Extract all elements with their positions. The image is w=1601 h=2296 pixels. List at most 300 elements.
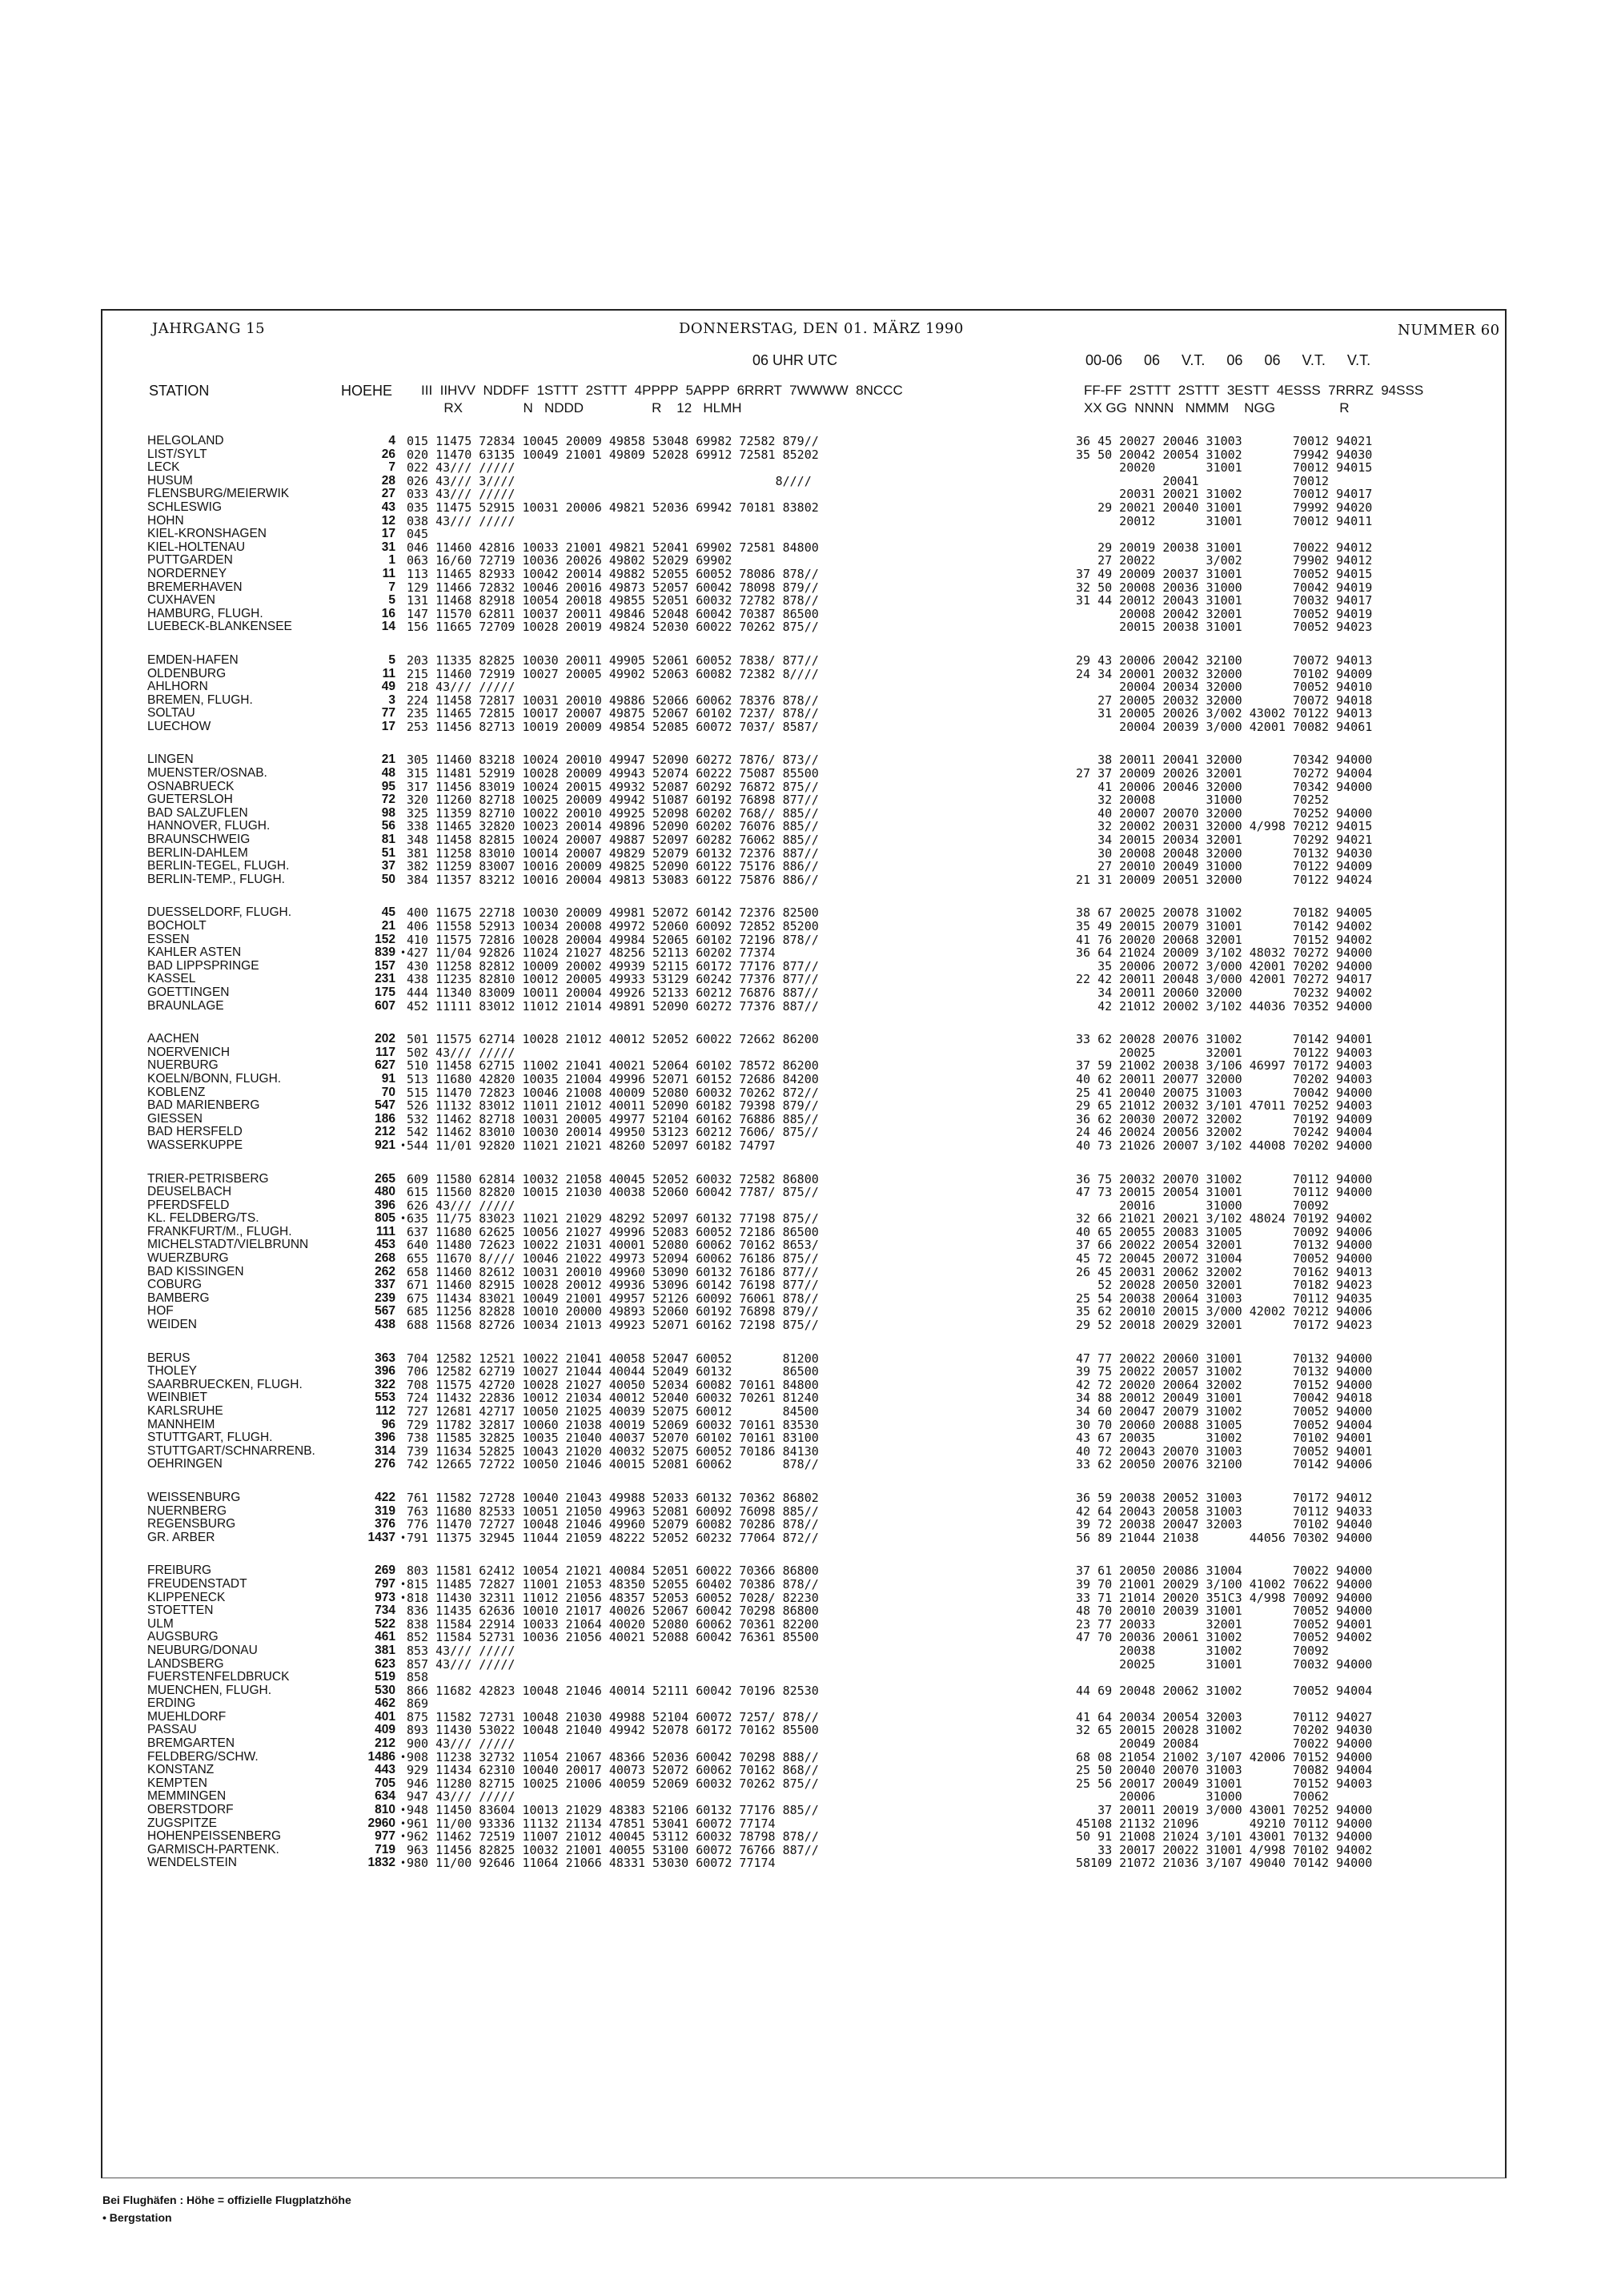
synop-data: 738 11585 32825 10035 21040 40037 52070 60102 70161 83100 bbox=[407, 1431, 819, 1446]
extra-data: 20004 20039 3/000 42001 70082 94061 bbox=[1076, 719, 1373, 734]
table-row bbox=[0, 1505, 1601, 1519]
station-height: 5 bbox=[388, 593, 395, 608]
station-height: 921 bbox=[375, 1138, 395, 1152]
extra-data: 47 73 20015 20054 31001 70112 94000 bbox=[1076, 1185, 1373, 1200]
station-name: MUENSTER/OSNAB. bbox=[147, 766, 267, 781]
synop-data: 729 11782 32817 10060 21038 40019 52069 60032 70161 83530 bbox=[407, 1417, 819, 1432]
synop-data: 742 12665 72722 10050 21046 40015 52081 60062 878// bbox=[407, 1457, 819, 1472]
extra-data: 29 43 20006 20042 32100 70072 94013 bbox=[1076, 652, 1373, 668]
station-name: LINGEN bbox=[147, 753, 194, 767]
extra-data: 23 77 20033 32001 70052 94001 bbox=[1076, 1616, 1373, 1632]
synop-data: 635 11/75 83023 11021 21029 48292 52097 60132 77198 875// bbox=[407, 1211, 819, 1226]
hoehe-column-header: HOEHE bbox=[341, 383, 393, 399]
station-name: LIST/SYLT bbox=[147, 447, 207, 461]
synop-data: 113 11465 82933 10042 20014 49882 52055 60052 78086 878// bbox=[407, 566, 819, 581]
extra-data: 20025 32001 70122 94003 bbox=[1076, 1045, 1373, 1060]
station-height: 547 bbox=[375, 1098, 395, 1113]
synop-data: 853 43/// ///// bbox=[407, 1643, 516, 1658]
extra-data: 27 20010 20049 31000 70122 94009 bbox=[1076, 859, 1373, 874]
synop-data: 727 12681 42717 10050 21025 40039 52075 60012 84500 bbox=[407, 1404, 819, 1419]
station-height: 337 bbox=[375, 1278, 395, 1292]
synop-data: 962 11462 72519 11007 21012 40045 53112 60032 78798 878// bbox=[407, 1829, 819, 1844]
station-name: BAMBERG bbox=[147, 1290, 210, 1305]
station-height: 4 bbox=[388, 434, 395, 448]
station-height: 1437 bbox=[367, 1530, 395, 1544]
table-row bbox=[0, 1405, 1601, 1419]
extra-data: 50 91 21008 21024 3/101 43001 70132 94000 bbox=[1076, 1829, 1373, 1844]
station-height: 396 bbox=[375, 1198, 395, 1212]
station-height: 152 bbox=[375, 932, 395, 946]
extra-data: 21 31 20009 20051 32000 70122 94024 bbox=[1076, 872, 1373, 887]
station-height: 805 bbox=[375, 1211, 395, 1226]
station-name: SAARBRUECKEN, FLUGH. bbox=[147, 1377, 303, 1391]
station-height: 16 bbox=[381, 606, 395, 620]
station-name: OSNABRUECK bbox=[147, 779, 235, 793]
table-row bbox=[0, 721, 1601, 734]
station-name: NOERVENICH bbox=[147, 1045, 231, 1059]
table-row bbox=[0, 501, 1601, 515]
station-height: 51 bbox=[381, 845, 395, 860]
table-row bbox=[0, 847, 1601, 861]
table-row bbox=[0, 568, 1601, 581]
extra-data: 40 65 20055 20083 31005 70092 94006 bbox=[1076, 1224, 1373, 1239]
station-height: 314 bbox=[375, 1443, 395, 1458]
station-group bbox=[0, 753, 1601, 886]
synop-data: 857 43/// ///// bbox=[407, 1656, 516, 1672]
synop-data: 946 11280 82715 10025 21006 40059 52069 60032 70262 875// bbox=[407, 1776, 819, 1791]
station-height: 21 bbox=[381, 753, 395, 767]
extra-data: 35 20006 20072 3/000 42001 70202 94000 bbox=[1076, 958, 1373, 973]
station-name: NUERBURG bbox=[147, 1058, 219, 1073]
station-height: 5 bbox=[388, 652, 395, 667]
station-height: 175 bbox=[375, 985, 395, 999]
extra-data: 40 20007 20070 32000 70252 94000 bbox=[1076, 805, 1373, 821]
table-row bbox=[0, 1671, 1601, 1684]
station-height: 91 bbox=[381, 1071, 395, 1086]
station-height: 157 bbox=[375, 958, 395, 973]
station-height: 276 bbox=[375, 1457, 395, 1471]
synop-data: 406 11558 52913 10034 20008 49972 52060 60092 72852 85200 bbox=[407, 919, 819, 933]
table-row bbox=[0, 1804, 1601, 1817]
station-height: 2960 bbox=[367, 1816, 395, 1830]
table-row bbox=[0, 1139, 1601, 1153]
extra-data: 47 77 20022 20060 31001 70132 94000 bbox=[1076, 1351, 1373, 1366]
table-row bbox=[0, 1173, 1601, 1186]
synop-data: 045 bbox=[407, 527, 429, 542]
synop-data: 015 11475 72834 10045 20009 49858 53048 69982 72582 879// bbox=[407, 434, 819, 448]
extra-data: 41 20006 20046 32000 70342 94000 bbox=[1076, 779, 1373, 794]
station-height: 634 bbox=[375, 1789, 395, 1804]
synop-data: 131 11468 82918 10054 20018 49855 52051 60032 72782 878// bbox=[407, 593, 819, 608]
synop-data: 948 11450 83604 10013 21029 48383 52106 60132 77176 885// bbox=[407, 1803, 819, 1818]
station-name: TRIER-PETRISBERG bbox=[147, 1171, 269, 1186]
observation-time: 06 UHR UTC bbox=[752, 352, 838, 368]
synop-data: 026 43/// 3//// 8//// bbox=[407, 473, 812, 488]
table-row bbox=[0, 694, 1601, 708]
synop-data: 382 11259 83007 10016 20009 49825 52090 60122 75176 886// bbox=[407, 859, 819, 874]
table-row bbox=[0, 1751, 1601, 1764]
station-name: WASSERKUPPE bbox=[147, 1138, 243, 1152]
station-name: HUSUM bbox=[147, 473, 193, 488]
synop-data: 532 11462 82718 10031 20005 49977 52104 60162 76886 885// bbox=[407, 1111, 819, 1126]
station-name: GARMISCH-PARTENK. bbox=[147, 1842, 279, 1856]
table-row bbox=[0, 1419, 1601, 1432]
table-row bbox=[0, 1724, 1601, 1737]
station-height: 607 bbox=[375, 998, 395, 1013]
station-name: HOHN bbox=[147, 513, 184, 528]
station-name: FELDBERG/SCHW. bbox=[147, 1749, 259, 1764]
station-name: BRAUNLAGE bbox=[147, 998, 224, 1013]
mountain-station-mark: • bbox=[400, 1804, 407, 1816]
mountain-footnote: • Bergstation bbox=[102, 2211, 172, 2224]
synop-data: 203 11335 82825 10030 20011 49905 52061 60052 7838/ 877// bbox=[407, 652, 819, 668]
station-name: AACHEN bbox=[147, 1032, 199, 1046]
table-row bbox=[0, 1631, 1601, 1644]
station-name: THOLEY bbox=[147, 1364, 198, 1379]
table-row bbox=[0, 1278, 1601, 1292]
station-height: 3 bbox=[388, 692, 395, 707]
station-name: PFERDSFELD bbox=[147, 1198, 230, 1212]
station-column-header: STATION bbox=[149, 383, 210, 399]
table-row bbox=[0, 1844, 1601, 1857]
extra-data: 32 66 21021 20021 3/102 48024 70192 94002 bbox=[1076, 1211, 1373, 1226]
synop-data: 147 11570 62811 10037 20011 49846 52048 60042 70387 86500 bbox=[407, 606, 819, 621]
station-height: 98 bbox=[381, 805, 395, 820]
station-height: 381 bbox=[375, 1643, 395, 1657]
synop-group-headers: III IIHVV NDDFF 1STTT 2STTT 4PPPP 5APPP 6RRRT 7WWWW 8NCCC bbox=[421, 383, 903, 398]
extra-data: 34 20011 20060 32000 70232 94002 bbox=[1076, 985, 1373, 1000]
station-name: PUTTGARDEN bbox=[147, 553, 233, 568]
station-name: KIEL-HOLTENAU bbox=[147, 540, 246, 554]
station-group bbox=[0, 1352, 1601, 1471]
table-row bbox=[0, 435, 1601, 448]
extra-data: 36 59 20038 20052 31003 70172 94012 bbox=[1076, 1490, 1373, 1505]
station-name: BERLIN-TEGEL, FLUGH. bbox=[147, 859, 290, 873]
station-height: 530 bbox=[375, 1683, 395, 1697]
table-row bbox=[0, 1830, 1601, 1844]
extra-data: 36 64 21024 20009 3/102 48032 70272 94000 bbox=[1076, 945, 1373, 961]
station-height: 462 bbox=[375, 1696, 395, 1711]
station-height: 810 bbox=[375, 1803, 395, 1817]
station-height: 43 bbox=[381, 500, 395, 514]
synop-data: 022 43/// ///// bbox=[407, 460, 516, 476]
station-height: 567 bbox=[375, 1304, 395, 1319]
station-name: WEIDEN bbox=[147, 1318, 197, 1332]
station-name: HAMBURG, FLUGH. bbox=[147, 606, 263, 620]
station-height: 48 bbox=[381, 766, 395, 781]
synop-data: 685 11256 82828 10010 20000 49893 52060 60192 76898 879// bbox=[407, 1304, 819, 1319]
synop-data: 215 11460 72919 10027 20005 49902 52063 60082 72382 8//// bbox=[407, 666, 819, 681]
table-row bbox=[0, 541, 1601, 555]
table-row bbox=[0, 767, 1601, 781]
extra-data: 37 61 20050 20086 31004 70022 94000 bbox=[1076, 1563, 1373, 1579]
station-height: 422 bbox=[375, 1490, 395, 1504]
station-height: 212 bbox=[375, 1125, 395, 1139]
synop-data: 381 11258 83010 10014 20007 49829 52079 60132 72376 887// bbox=[407, 845, 819, 861]
synop-data: 675 11434 83021 10049 21001 49957 52126 60092 76061 878// bbox=[407, 1290, 819, 1306]
mountain-station-mark: • bbox=[400, 1139, 407, 1151]
station-height: 95 bbox=[381, 779, 395, 793]
station-name: FUERSTENFELDBRUCK bbox=[147, 1670, 290, 1684]
synop-data: 791 11375 32945 11044 21059 48222 52052 60232 77064 872// bbox=[407, 1530, 819, 1545]
station-height: 37 bbox=[381, 859, 395, 873]
volume-label: JAHRGANG 15 bbox=[152, 320, 266, 337]
table-row bbox=[0, 1564, 1601, 1578]
station-name: OBERSTDORF bbox=[147, 1803, 234, 1817]
mountain-station-mark: • bbox=[400, 1592, 407, 1604]
synop-data: 815 11485 72827 11001 21053 48350 52055 60402 70386 878// bbox=[407, 1576, 819, 1592]
station-height: 627 bbox=[375, 1058, 395, 1073]
extra-data: 20008 20042 32001 70052 94019 bbox=[1076, 606, 1373, 621]
extra-data: 37 59 21002 20038 3/106 46997 70172 94003 bbox=[1076, 1058, 1373, 1074]
synop-data: 317 11456 83019 10024 20015 49932 52087 60292 76872 875// bbox=[407, 779, 819, 794]
station-name: BOCHOLT bbox=[147, 919, 207, 933]
station-name: BAD HERSFELD bbox=[147, 1125, 243, 1139]
station-height: 319 bbox=[375, 1503, 395, 1518]
extra-data: 36 62 20030 20072 32002 70192 94009 bbox=[1076, 1111, 1373, 1126]
table-row bbox=[0, 807, 1601, 821]
station-group bbox=[0, 654, 1601, 734]
station-name: OLDENBURG bbox=[147, 666, 227, 680]
station-name: BERUS bbox=[147, 1351, 191, 1365]
extra-group-headers: FF-FF 2STTT 2STTT 3ESTT 4ESSS 7RRRZ 94SSS bbox=[1084, 383, 1424, 398]
table-row bbox=[0, 1764, 1601, 1777]
synop-data: 235 11465 72815 10017 20007 49875 52067 60102 7237/ 878// bbox=[407, 706, 819, 721]
station-name: ZUGSPITZE bbox=[147, 1816, 217, 1830]
synop-data: 452 11111 83012 11012 21014 49891 52090 60272 77376 887// bbox=[407, 998, 819, 1014]
station-name: REGENSBURG bbox=[147, 1517, 236, 1531]
station-name: ESSEN bbox=[147, 932, 190, 946]
station-name: WUERZBURG bbox=[147, 1251, 229, 1266]
station-height: 14 bbox=[381, 620, 395, 634]
table-row bbox=[0, 873, 1601, 887]
table-row bbox=[0, 1856, 1601, 1870]
extra-data: 29 20019 20038 31001 70022 94012 bbox=[1076, 540, 1373, 555]
station-name: FREIBURG bbox=[147, 1563, 212, 1578]
station-name: BREMGARTEN bbox=[147, 1736, 235, 1751]
station-name: HOHENPEISSENBERG bbox=[147, 1829, 282, 1844]
extra-data: 33 71 21014 20020 351C3 4/998 70092 94000 bbox=[1076, 1590, 1373, 1605]
extra-data: 39 72 20038 20047 32003 70102 94040 bbox=[1076, 1517, 1373, 1532]
synop-data: 803 11581 62412 10054 21021 40084 52051 60022 70366 86800 bbox=[407, 1563, 819, 1579]
synop-data: 526 11132 83012 11011 21012 40011 52090 60182 79398 879// bbox=[407, 1098, 819, 1114]
station-height: 262 bbox=[375, 1264, 395, 1278]
extra-data: 20016 31000 70092 bbox=[1076, 1198, 1330, 1213]
extra-data: 35 49 20015 20079 31001 70142 94002 bbox=[1076, 919, 1373, 933]
station-height: 202 bbox=[375, 1032, 395, 1046]
synop-data: 033 43/// ///// bbox=[407, 487, 516, 502]
table-row bbox=[0, 1266, 1601, 1279]
table-row bbox=[0, 1458, 1601, 1471]
synop-data: 430 11258 82812 10009 20002 49939 52115 60172 77176 877// bbox=[407, 958, 819, 973]
table-row bbox=[0, 1658, 1601, 1672]
station-name: GR. ARBER bbox=[147, 1530, 215, 1544]
station-height: 396 bbox=[375, 1431, 395, 1445]
station-height: 977 bbox=[375, 1829, 395, 1844]
station-name: LANDSBERG bbox=[147, 1656, 224, 1671]
table-row bbox=[0, 554, 1601, 568]
synop-data: 961 11/00 93336 11132 21134 47851 53041 60072 77174 bbox=[407, 1816, 776, 1831]
station-height: 623 bbox=[375, 1656, 395, 1671]
extra-data: 25 41 20040 20075 31003 70042 94000 bbox=[1076, 1085, 1373, 1100]
station-height: 553 bbox=[375, 1391, 395, 1405]
station-name: MUENCHEN, FLUGH. bbox=[147, 1683, 272, 1697]
synop-data: 224 11458 72817 10031 20010 49886 52066 60062 78376 878// bbox=[407, 692, 819, 708]
table-row bbox=[0, 1319, 1601, 1332]
extra-data: 38 67 20025 20078 31002 70182 94005 bbox=[1076, 905, 1373, 921]
station-name: BERLIN-TEMP., FLUGH. bbox=[147, 872, 285, 886]
extra-data: 32 65 20015 20028 31002 70202 94030 bbox=[1076, 1723, 1373, 1738]
station-height: 26 bbox=[381, 447, 395, 461]
synop-data: 893 11430 53022 10048 21040 49942 52078 60172 70162 85500 bbox=[407, 1723, 819, 1738]
table-row bbox=[0, 1212, 1601, 1226]
synop-data: 852 11584 52731 10036 21056 40021 52088 60042 76361 85500 bbox=[407, 1630, 819, 1645]
extra-data: 35 50 20042 20054 31002 79942 94030 bbox=[1076, 447, 1373, 462]
extra-data: 20041 70012 bbox=[1076, 473, 1330, 488]
issue-number: NUMMER 60 bbox=[1398, 322, 1500, 339]
synop-data: 305 11460 83218 10024 20010 49947 52090 60272 7876/ 873// bbox=[407, 753, 819, 768]
station-name: MANNHEIM bbox=[147, 1417, 215, 1431]
synop-data: 818 11430 32311 11012 21056 48357 52053 60052 7028/ 82230 bbox=[407, 1590, 819, 1605]
station-name: GOETTINGEN bbox=[147, 985, 230, 999]
station-name: CUXHAVEN bbox=[147, 593, 215, 608]
synop-data: 544 11/01 92820 11021 21021 48260 52097 60182 74797 bbox=[407, 1138, 776, 1153]
station-group bbox=[0, 1173, 1601, 1332]
mountain-station-mark: • bbox=[400, 1817, 407, 1829]
extra-data: 30 20008 20048 32000 70132 94030 bbox=[1076, 845, 1373, 861]
synop-data: 410 11575 72816 10028 20004 49984 52065 60102 72196 878// bbox=[407, 932, 819, 947]
synop-data: 761 11582 72728 10040 21043 49988 52033 60132 70362 86802 bbox=[407, 1490, 819, 1505]
synop-data: 688 11568 82726 10034 21013 49923 52071 60162 72198 875// bbox=[407, 1318, 819, 1333]
synop-data: 338 11465 32820 10023 20014 49896 52090 60202 76076 885// bbox=[407, 819, 819, 834]
synop-data: 046 11460 42816 10033 21001 49821 52041 69902 72581 84800 bbox=[407, 540, 819, 555]
extra-data: 37 66 20022 20054 32001 70132 94000 bbox=[1076, 1238, 1373, 1253]
station-name: STUTTGART, FLUGH. bbox=[147, 1431, 273, 1445]
station-height: 7 bbox=[388, 580, 395, 594]
station-height: 438 bbox=[375, 1318, 395, 1332]
synop-data: 510 11458 62715 11002 21041 40021 52064 60102 78572 86200 bbox=[407, 1058, 819, 1074]
table-row bbox=[0, 753, 1601, 767]
synop-group-subheaders: RX N NDDD R 12 HLMH bbox=[421, 400, 742, 415]
table-row bbox=[0, 1790, 1601, 1804]
station-height: 21 bbox=[381, 919, 395, 933]
station-name: MICHELSTADT/VIELBRUNN bbox=[147, 1238, 309, 1252]
table-row bbox=[0, 1126, 1601, 1139]
synop-data: 515 11470 72823 10046 21008 40009 52080 60032 70262 872// bbox=[407, 1085, 819, 1100]
extra-data: 25 54 20038 20064 31003 70112 94035 bbox=[1076, 1290, 1373, 1306]
station-height: 443 bbox=[375, 1763, 395, 1777]
table-row bbox=[0, 680, 1601, 694]
table-row bbox=[0, 1238, 1601, 1252]
date-label: DONNERSTAG, DEN 01. MÄRZ 1990 bbox=[679, 320, 964, 337]
station-height: 111 bbox=[375, 1224, 395, 1238]
station-name: DUESSELDORF, FLUGH. bbox=[147, 905, 292, 920]
table-row bbox=[0, 1711, 1601, 1724]
station-height: 81 bbox=[381, 833, 395, 847]
station-name: AUGSBURG bbox=[147, 1630, 219, 1644]
extra-data: 29 52 20018 20029 32001 70172 94023 bbox=[1076, 1318, 1373, 1333]
table-row bbox=[0, 1737, 1601, 1751]
station-height: 70 bbox=[381, 1085, 395, 1099]
station-name: COBURG bbox=[147, 1278, 203, 1292]
table-row bbox=[0, 781, 1601, 794]
station-name: KASSEL bbox=[147, 972, 196, 986]
mountain-station-mark: • bbox=[400, 1857, 407, 1869]
table-row bbox=[0, 1618, 1601, 1632]
station-name: WENDELSTEIN bbox=[147, 1856, 237, 1870]
station-name: BAD MARIENBERG bbox=[147, 1098, 260, 1113]
station-name: ULM bbox=[147, 1616, 174, 1631]
table-row bbox=[0, 1059, 1601, 1073]
synop-data: 609 11580 62814 10032 21058 40045 52052 60032 72582 86800 bbox=[407, 1171, 819, 1186]
table-row bbox=[0, 528, 1601, 541]
extra-data: 25 56 20017 20049 31001 70152 94003 bbox=[1076, 1776, 1373, 1791]
station-height: 72 bbox=[381, 793, 395, 807]
station-name: KAHLER ASTEN bbox=[147, 945, 242, 960]
station-height: 719 bbox=[375, 1842, 395, 1856]
synop-data: 706 12582 62719 10027 21044 40044 52049 60132 86500 bbox=[407, 1364, 819, 1379]
table-row bbox=[0, 793, 1601, 807]
extra-data: 34 88 20012 20049 31001 70042 94018 bbox=[1076, 1391, 1373, 1406]
extra-data: 29 65 21012 20032 3/101 47011 70252 94003 bbox=[1076, 1098, 1373, 1114]
extra-data: 20015 20038 31001 70052 94023 bbox=[1076, 620, 1373, 635]
table-row bbox=[0, 1046, 1601, 1060]
synop-data: 776 11470 72727 10048 21046 49960 52079 60082 70286 878// bbox=[407, 1517, 819, 1532]
table-row bbox=[0, 1697, 1601, 1711]
synop-data: 063 16/60 72719 10036 20026 49802 52029 69902 bbox=[407, 553, 732, 568]
extra-data: 37 20011 20019 3/000 43001 70252 94000 bbox=[1076, 1803, 1373, 1818]
extra-data: 40 62 20011 20077 32000 70202 94003 bbox=[1076, 1071, 1373, 1086]
station-name: FREUDENSTADT bbox=[147, 1576, 247, 1591]
extra-data: 43 67 20035 31002 70102 94001 bbox=[1076, 1431, 1373, 1446]
extra-data: 42 21012 20002 3/102 44036 70352 94000 bbox=[1076, 998, 1373, 1014]
station-height: 56 bbox=[381, 819, 395, 833]
station-name: AHLHORN bbox=[147, 680, 208, 694]
table-row bbox=[0, 1113, 1601, 1126]
extra-data: 68 08 21054 21002 3/107 42006 70152 94000 bbox=[1076, 1749, 1373, 1764]
station-name: KOBLENZ bbox=[147, 1085, 206, 1099]
station-height: 12 bbox=[381, 513, 395, 528]
station-group bbox=[0, 906, 1601, 1013]
station-height: 11 bbox=[382, 666, 395, 680]
table-row bbox=[0, 986, 1601, 1000]
extra-data: 33 62 20050 20076 32100 70142 94006 bbox=[1076, 1457, 1373, 1472]
extra-data: 45108 21132 21096 49210 70112 94000 bbox=[1076, 1816, 1373, 1831]
station-name: PASSAU bbox=[147, 1723, 197, 1737]
station-height: 212 bbox=[375, 1736, 395, 1751]
station-height: 265 bbox=[375, 1171, 395, 1186]
station-height: 17 bbox=[381, 527, 395, 541]
station-height: 480 bbox=[375, 1185, 395, 1199]
extra-data: 27 20005 20032 32000 70072 94018 bbox=[1076, 692, 1373, 708]
table-row bbox=[0, 920, 1601, 933]
extra-data: 41 76 20020 20068 32001 70152 94002 bbox=[1076, 932, 1373, 947]
station-height: 401 bbox=[375, 1709, 395, 1724]
extra-data: 36 75 20032 20070 31002 70112 94000 bbox=[1076, 1171, 1373, 1186]
station-height: 973 bbox=[375, 1590, 395, 1604]
station-height: 186 bbox=[375, 1111, 395, 1126]
station-height: 268 bbox=[375, 1251, 395, 1266]
table-row bbox=[0, 1379, 1601, 1392]
table-row bbox=[0, 906, 1601, 920]
station-height: 28 bbox=[381, 473, 395, 488]
table-row bbox=[0, 1186, 1601, 1199]
station-height: 112 bbox=[375, 1404, 395, 1418]
station-name: FLENSBURG/MEIERWIK bbox=[147, 487, 290, 501]
station-name: HELGOLAND bbox=[147, 434, 224, 448]
station-height: 1 bbox=[388, 553, 395, 568]
station-height: 705 bbox=[375, 1776, 395, 1790]
